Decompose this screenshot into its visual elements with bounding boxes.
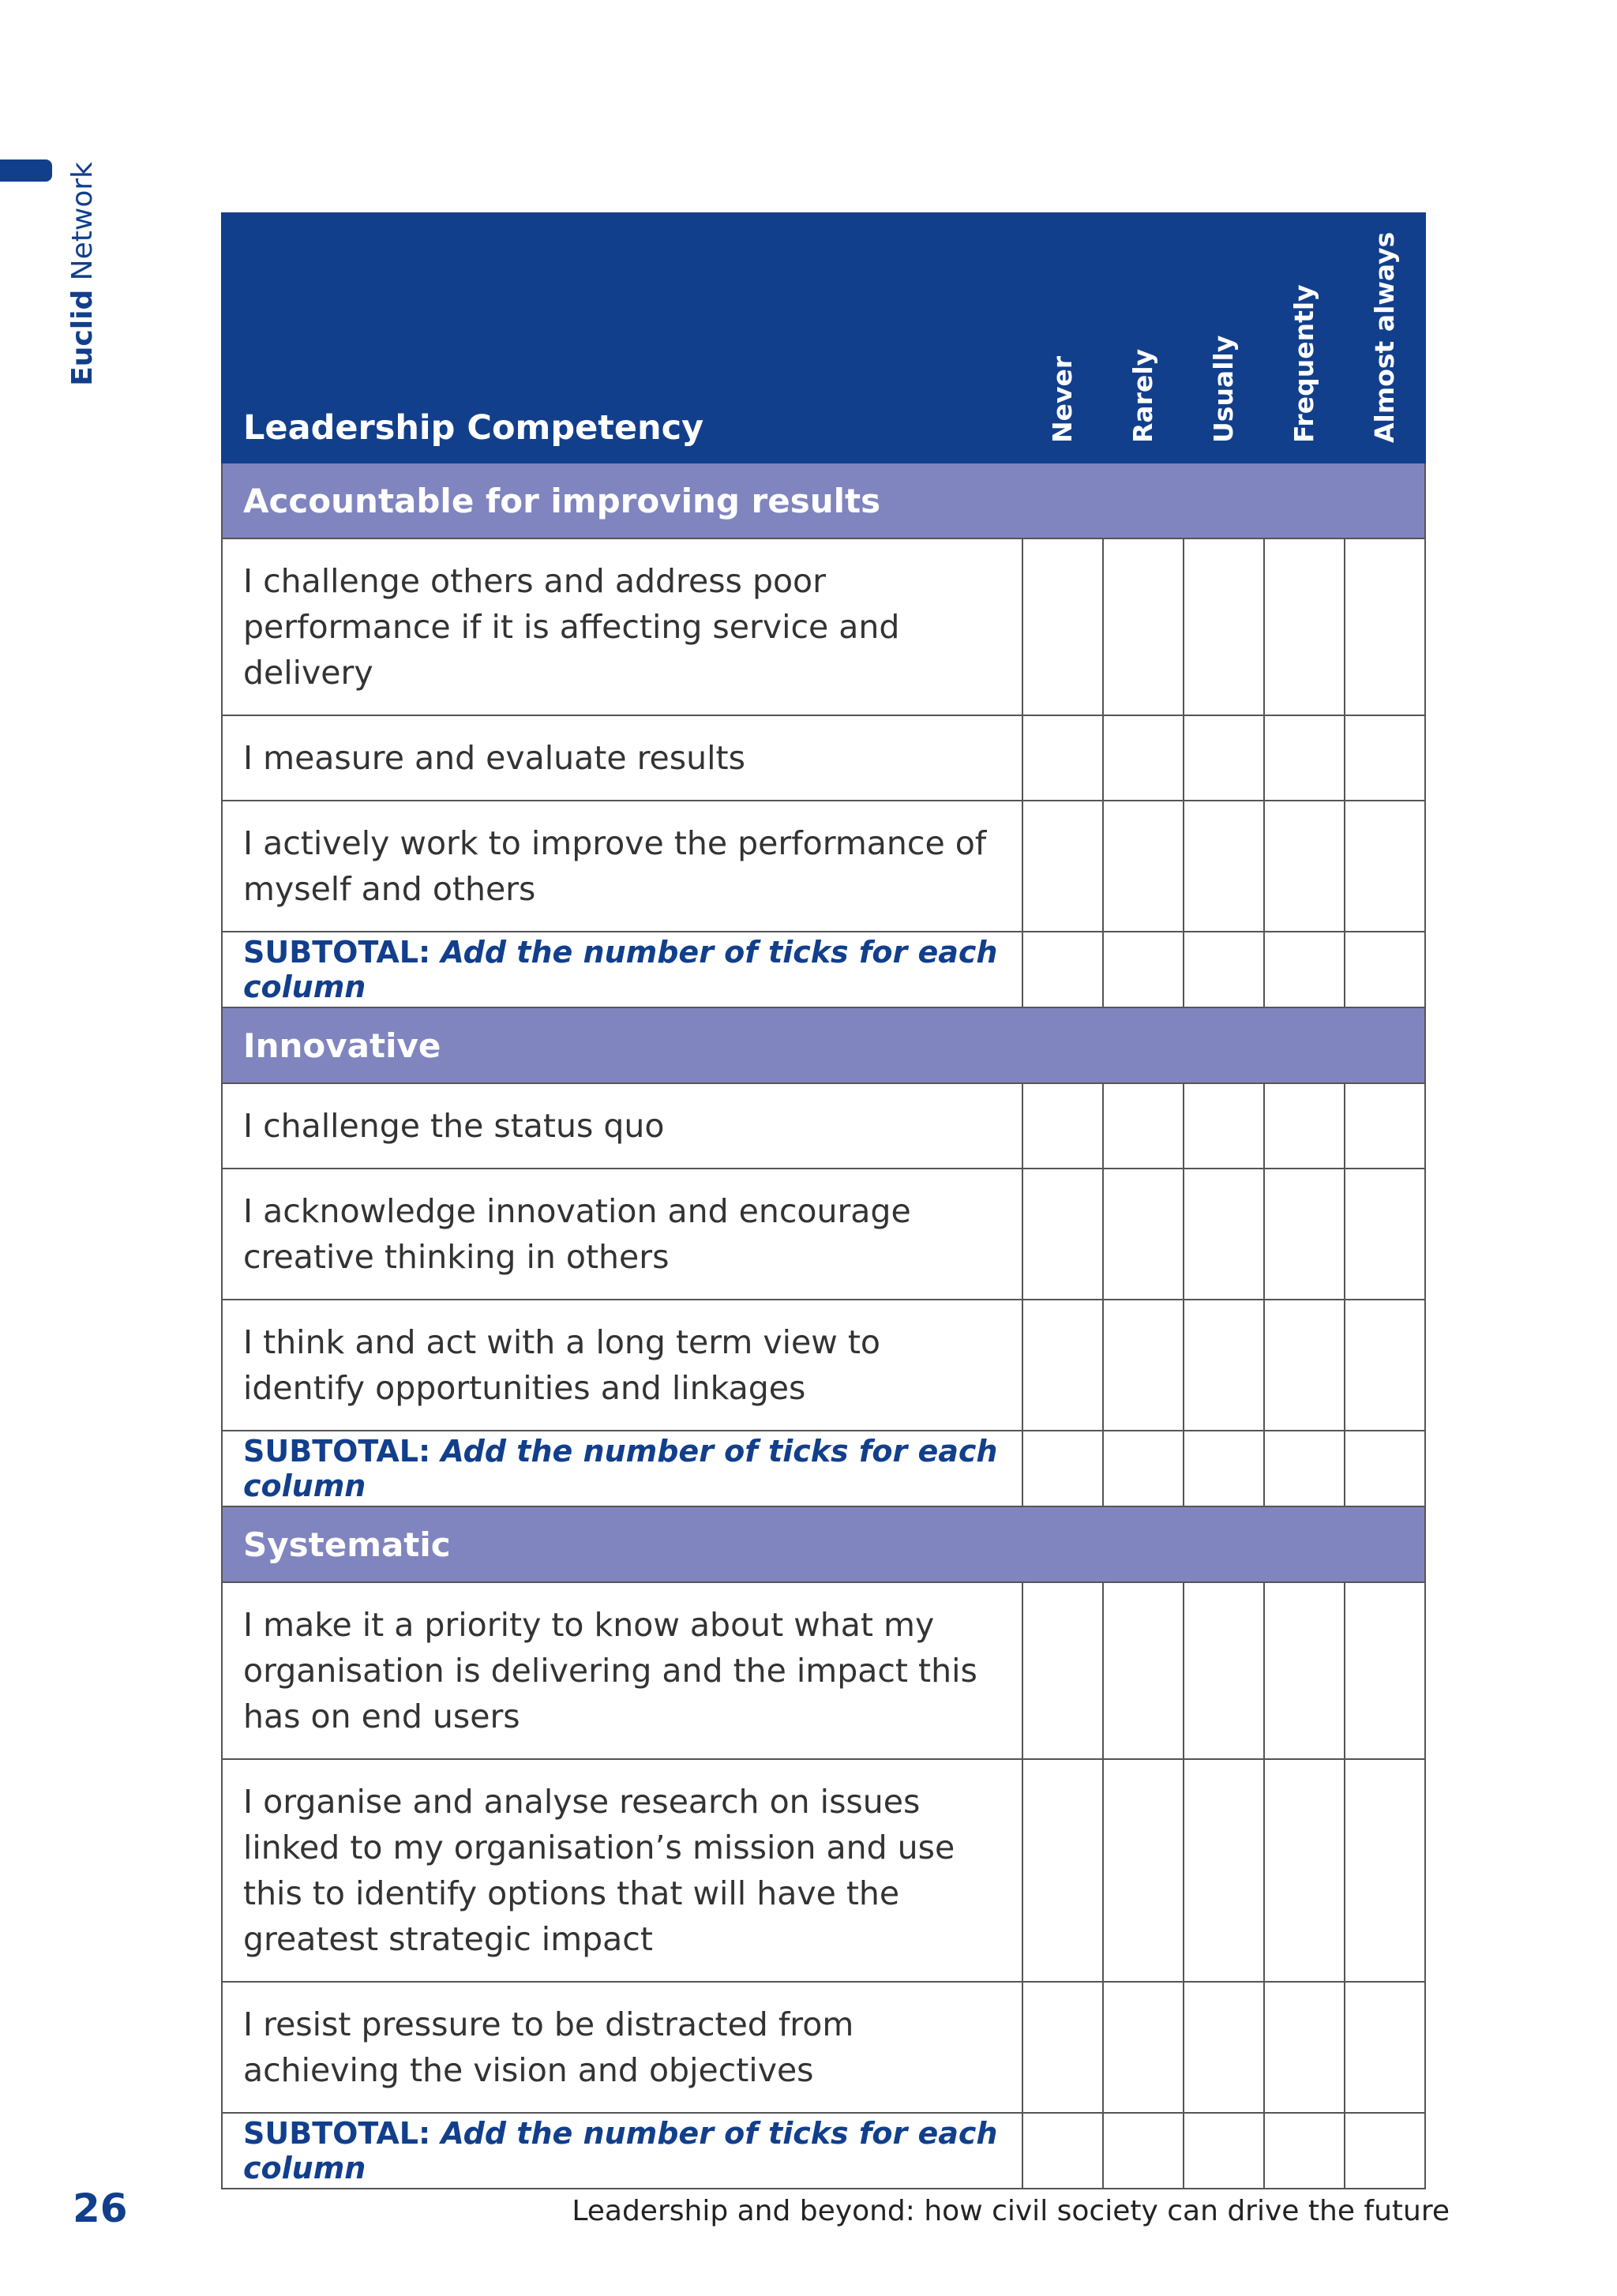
subtotal-box-rarely[interactable] (1103, 1431, 1184, 1506)
competency-statement: I challenge others and address poor performance if it is affecting service and delivery (222, 538, 1022, 715)
tick-box-rarely[interactable] (1103, 801, 1184, 932)
tick-box-never[interactable] (1022, 801, 1103, 932)
table-header-row (222, 213, 1425, 463)
competency-statement: I think and act with a long term view to identify opportunities and linkages (222, 1300, 1022, 1431)
section-title: Systematic (222, 1506, 1425, 1582)
table-row (222, 1982, 1425, 2113)
subtotal-row (222, 2113, 1425, 2189)
header-frequently-label: Frequently (1289, 284, 1319, 443)
subtotal-box-rarely[interactable] (1103, 2113, 1184, 2189)
tick-box-rarely[interactable] (1103, 538, 1184, 715)
subtotal-instruction: Add the number of ticks for each column (243, 935, 998, 1004)
subtotal-box-never[interactable] (1022, 1431, 1103, 1506)
header-frequently (1264, 213, 1345, 463)
tick-box-never[interactable] (1022, 1582, 1103, 1759)
tick-box-almost-always[interactable] (1345, 538, 1425, 715)
competency-statement: I measure and evaluate results (222, 715, 1022, 801)
table-row (222, 715, 1425, 801)
competency-table-wrapper (221, 212, 1424, 2189)
header-never (1022, 213, 1103, 463)
tick-box-usually[interactable] (1184, 1300, 1264, 1431)
subtotal-label: SUBTOTAL: (243, 1434, 431, 1469)
header-rarely-label: Rarely (1127, 348, 1158, 443)
competency-statement: I resist pressure to be distracted from achieving the vision and objectives (222, 1982, 1022, 2113)
subtotal-box-never[interactable] (1022, 932, 1103, 1007)
subtotal-instruction: Add the number of ticks for each column (243, 1434, 998, 1503)
subtotal-label-cell (222, 2113, 1022, 2189)
page-number: 26 (73, 2185, 128, 2231)
header-almost-always (1345, 213, 1425, 463)
tick-box-usually[interactable] (1184, 801, 1264, 932)
header-almost-always-label: Almost always (1369, 231, 1400, 443)
section-title: Accountable for improving results (222, 463, 1425, 538)
tick-box-rarely[interactable] (1103, 1083, 1184, 1169)
table-row (222, 1759, 1425, 1982)
tick-box-usually[interactable] (1184, 1759, 1264, 1982)
subtotal-label-cell (222, 932, 1022, 1007)
tick-box-never[interactable] (1022, 538, 1103, 715)
subtotal-box-almost-always[interactable] (1345, 1431, 1425, 1506)
section-title: Innovative (222, 1007, 1425, 1083)
tick-box-never[interactable] (1022, 1300, 1103, 1431)
tick-box-never[interactable] (1022, 1083, 1103, 1169)
tick-box-almost-always[interactable] (1345, 1982, 1425, 2113)
tick-box-usually[interactable] (1184, 1582, 1264, 1759)
competency-statement: I actively work to improve the performance of myself and others (222, 801, 1022, 932)
table-row (222, 1582, 1425, 1759)
tick-box-frequently[interactable] (1264, 538, 1345, 715)
tick-box-frequently[interactable] (1264, 715, 1345, 801)
table-row (222, 538, 1425, 715)
competency-statement: I challenge the status quo (222, 1083, 1022, 1169)
header-never-label: Never (1047, 355, 1078, 443)
subtotal-label: SUBTOTAL: (243, 935, 431, 970)
tick-box-frequently[interactable] (1264, 1982, 1345, 2113)
subtotal-box-usually[interactable] (1184, 932, 1264, 1007)
subtotal-row (222, 1431, 1425, 1506)
subtotal-box-almost-always[interactable] (1345, 2113, 1425, 2189)
table-row (222, 801, 1425, 932)
tick-box-usually[interactable] (1184, 1083, 1264, 1169)
tick-box-rarely[interactable] (1103, 1300, 1184, 1431)
tick-box-usually[interactable] (1184, 538, 1264, 715)
subtotal-row (222, 932, 1425, 1007)
header-competency: Leadership Competency (222, 213, 1022, 463)
tick-box-rarely[interactable] (1103, 1169, 1184, 1300)
subtotal-label-cell (222, 1431, 1022, 1506)
tick-box-usually[interactable] (1184, 1982, 1264, 2113)
tick-box-frequently[interactable] (1264, 1759, 1345, 1982)
tick-box-frequently[interactable] (1264, 1169, 1345, 1300)
section-row (222, 1506, 1425, 1582)
tick-box-never[interactable] (1022, 1169, 1103, 1300)
tick-box-frequently[interactable] (1264, 1083, 1345, 1169)
section-row (222, 1007, 1425, 1083)
competency-table (221, 212, 1426, 2189)
tick-box-almost-always[interactable] (1345, 1083, 1425, 1169)
table-row (222, 1300, 1425, 1431)
competency-statement: I acknowledge innovation and encourage creative thinking in others (222, 1169, 1022, 1300)
tick-box-usually[interactable] (1184, 715, 1264, 801)
subtotal-box-frequently[interactable] (1264, 932, 1345, 1007)
tick-box-almost-always[interactable] (1345, 1759, 1425, 1982)
header-usually (1184, 213, 1264, 463)
tick-box-almost-always[interactable] (1345, 715, 1425, 801)
competency-statement: I organise and analyse research on issues linked to my organisation’s mission and use this to identify options that will have the greatest strategic impact (222, 1759, 1022, 1982)
tick-box-frequently[interactable] (1264, 1300, 1345, 1431)
tick-box-rarely[interactable] (1103, 715, 1184, 801)
header-rarely (1103, 213, 1184, 463)
brand-regular: Network (66, 162, 99, 290)
subtotal-instruction: Add the number of ticks for each column (243, 2116, 998, 2185)
tick-box-almost-always[interactable] (1345, 801, 1425, 932)
tick-box-almost-always[interactable] (1345, 1300, 1425, 1431)
tick-box-rarely[interactable] (1103, 1759, 1184, 1982)
brand-bold: Euclid (66, 289, 99, 386)
tick-box-never[interactable] (1022, 1759, 1103, 1982)
footer-title: Leadership and beyond: how civil society can drive the future (572, 2195, 1450, 2227)
tick-box-rarely[interactable] (1103, 1982, 1184, 2113)
header-usually-label: Usually (1208, 335, 1239, 443)
subtotal-box-usually[interactable] (1184, 1431, 1264, 1506)
subtotal-box-usually[interactable] (1184, 2113, 1264, 2189)
tick-box-rarely[interactable] (1103, 1582, 1184, 1759)
subtotal-label: SUBTOTAL: (243, 2116, 431, 2151)
table-row (222, 1083, 1425, 1169)
section-row (222, 463, 1425, 538)
subtotal-box-rarely[interactable] (1103, 932, 1184, 1007)
subtotal-box-almost-always[interactable] (1345, 932, 1425, 1007)
tick-box-almost-always[interactable] (1345, 1169, 1425, 1300)
side-tab-marker (0, 159, 52, 182)
subtotal-box-frequently[interactable] (1264, 2113, 1345, 2189)
tick-box-frequently[interactable] (1264, 1582, 1345, 1759)
tick-box-never[interactable] (1022, 715, 1103, 801)
table-row (222, 1169, 1425, 1300)
subtotal-box-frequently[interactable] (1264, 1431, 1345, 1506)
tick-box-never[interactable] (1022, 1982, 1103, 2113)
subtotal-box-never[interactable] (1022, 2113, 1103, 2189)
tick-box-frequently[interactable] (1264, 801, 1345, 932)
tick-box-almost-always[interactable] (1345, 1582, 1425, 1759)
tick-box-usually[interactable] (1184, 1169, 1264, 1300)
competency-statement: I make it a priority to know about what my organisation is delivering and the impact this has on end users (222, 1582, 1022, 1759)
